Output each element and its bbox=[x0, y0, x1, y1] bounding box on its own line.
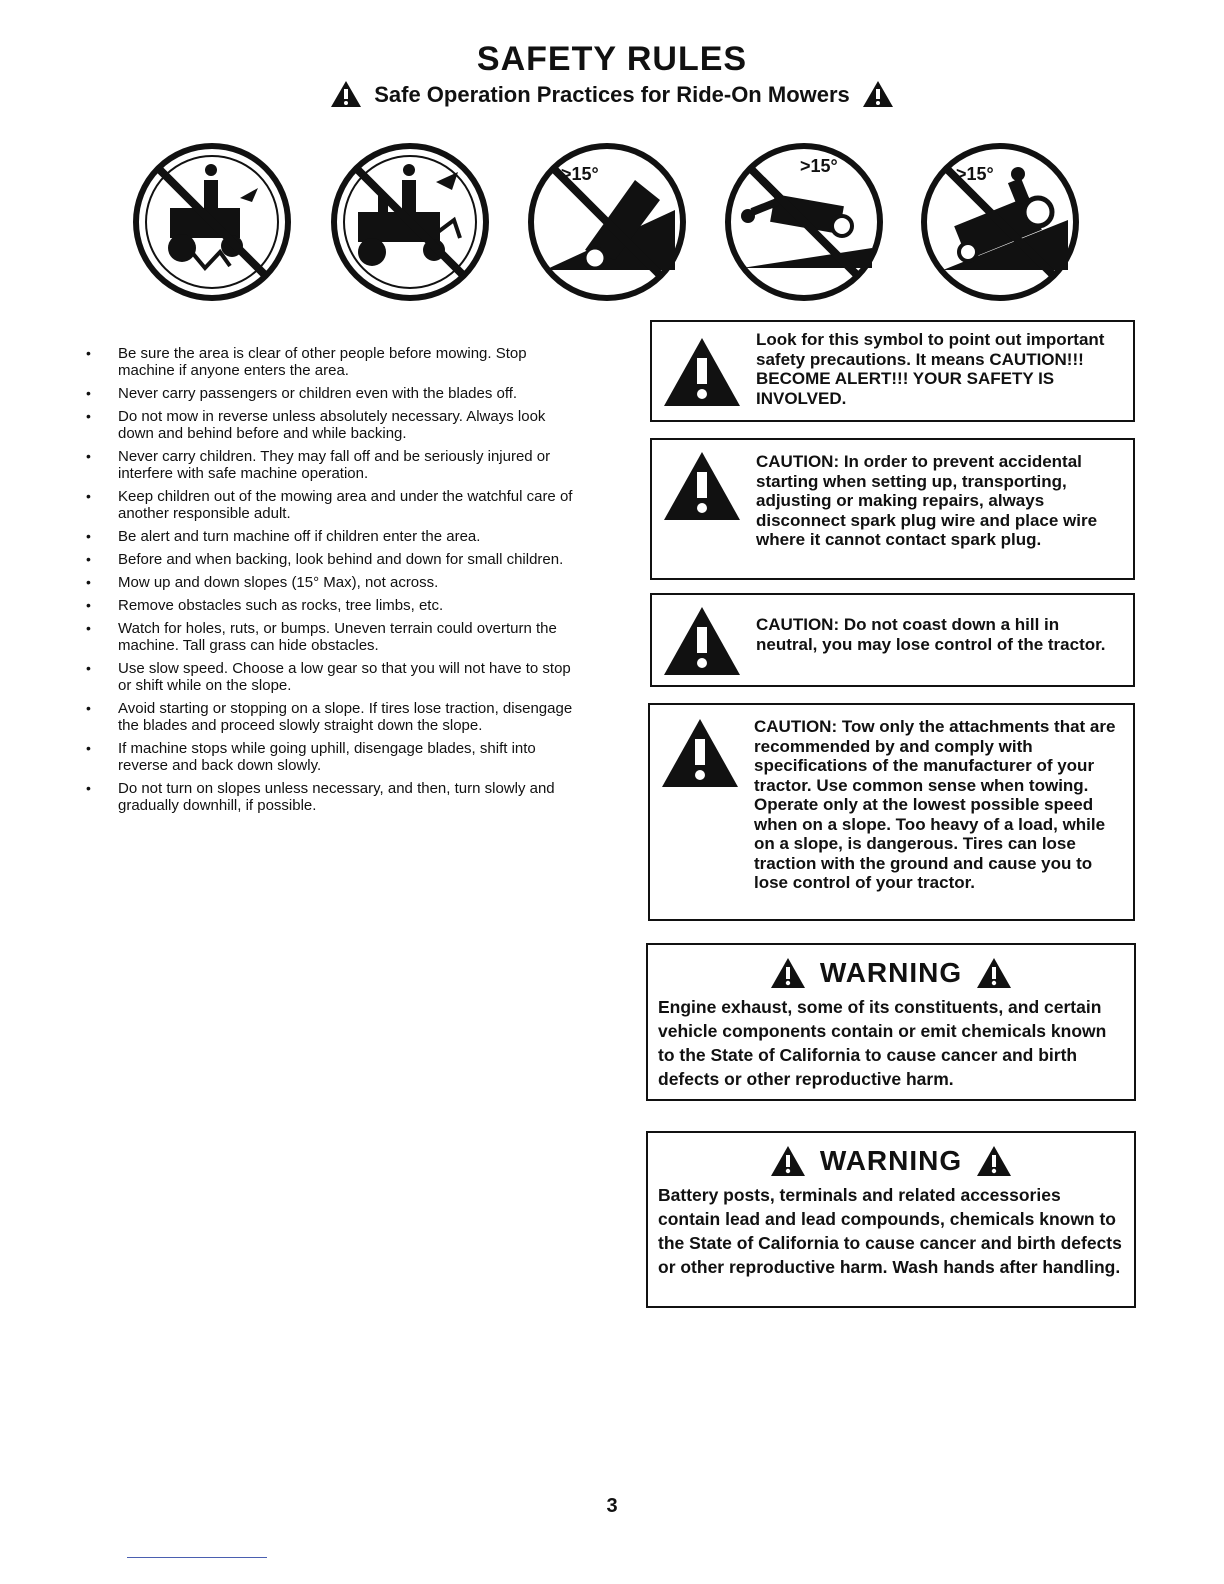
list-item: • Do not mow in reverse unless absolutely necessary. Always look down and behind before and while backing. bbox=[80, 408, 580, 442]
warning-title: WARNING bbox=[819, 957, 963, 988]
list-item: • Be alert and turn machine off if children enter the area. bbox=[80, 528, 580, 545]
warning-header bbox=[648, 1145, 1134, 1177]
list-item: • Remove obstacles such as rocks, tree limbs, etc. bbox=[80, 597, 580, 614]
list-item: • Do not turn on slopes unless necessary, and then, turn slowly and gradually downhill, if possible. bbox=[80, 780, 580, 814]
list-item: • If machine stops while going uphill, disengage blades, shift into reverse and back down slowly. bbox=[80, 740, 580, 774]
subtitle-row bbox=[0, 80, 1224, 108]
warning-exhaust bbox=[646, 943, 1136, 1101]
safety-alert-icon bbox=[660, 717, 740, 789]
list-item: • Use slow speed. Choose a low gear so that you will not have to stop or shift while on the slope. bbox=[80, 660, 580, 694]
footer-divider bbox=[127, 1557, 267, 1558]
safety-alert-icon bbox=[662, 450, 742, 522]
no-steep-slope-pictogram bbox=[525, 140, 690, 305]
no-passengers-pictogram bbox=[328, 140, 493, 305]
warning-title: WARNING bbox=[819, 1145, 963, 1176]
safety-alert-icon bbox=[330, 80, 362, 108]
list-item: • Never carry children. They may fall off and be seriously injured or interfere with safe machine operation. bbox=[80, 448, 580, 482]
no-bystanders-pictogram bbox=[130, 140, 295, 305]
warning-header bbox=[648, 957, 1134, 989]
list-item: • Be sure the area is clear of other people before mowing. Stop machine if anyone enters the area. bbox=[80, 345, 580, 379]
safety-alert-icon bbox=[662, 336, 742, 408]
page-number: 3 bbox=[606, 1495, 618, 1517]
caution-spark-plug-notice bbox=[650, 438, 1135, 580]
caution-coast-notice bbox=[650, 593, 1135, 687]
notice-text: CAUTION: Tow only the attachments that are recommended by and comply with specifications of the manufacturer of your tractor. Use common sense when towing. Operate only at the lowest possible speed when on a slope. Too heavy of a load, while on a slope, is dangerous. Tires can lose traction with the ground and cause you to lose control of your tractor. bbox=[754, 717, 1116, 892]
page-title: SAFETY RULES bbox=[476, 40, 748, 78]
safety-pictograms bbox=[130, 140, 1080, 310]
safety-alert-icon bbox=[976, 1145, 1012, 1177]
safety-rules-list bbox=[80, 345, 580, 820]
safety-alert-icon bbox=[662, 605, 742, 677]
warning-text: Battery posts, terminals and related accessories contain lead and lead compounds, chemicals known to the State of California to cause cancer and birth defects or other reproductive harm. Wash hands after handling. bbox=[658, 1185, 1122, 1277]
safety-alert-icon bbox=[770, 957, 806, 989]
page-subtitle: Safe Operation Practices for Ride-On Mowers bbox=[374, 82, 850, 107]
list-item: • Mow up and down slopes (15° Max), not across. bbox=[80, 574, 580, 591]
list-item: • Before and when backing, look behind and down for small children. bbox=[80, 551, 580, 568]
slope-label: >15° bbox=[800, 156, 838, 176]
slope-label: >15° bbox=[561, 164, 599, 184]
no-tipping-forward-pictogram bbox=[722, 140, 887, 305]
list-item: • Avoid starting or stopping on a slope. If tires lose traction, disengage the blades and proceed slowly straight down the slope. bbox=[80, 700, 580, 734]
safety-alert-icon bbox=[976, 957, 1012, 989]
no-side-slope-pictogram bbox=[918, 140, 1083, 305]
list-item: • Keep children out of the mowing area and under the watchful care of another responsible adult. bbox=[80, 488, 580, 522]
warning-text: Engine exhaust, some of its constituents, and certain vehicle components contain or emit chemicals known to the State of California to cause cancer and birth defects or other reproductive harm. bbox=[658, 997, 1107, 1089]
warning-battery bbox=[646, 1131, 1136, 1308]
notice-text: CAUTION: In order to prevent accidental starting when setting up, transporting, adjusting or making repairs, always disconnect spark plug wire and place wire where it cannot contact spark plug. bbox=[756, 452, 1098, 549]
list-item: • Never carry passengers or children even with the blades off. bbox=[80, 385, 580, 402]
slope-label: >15° bbox=[956, 164, 994, 184]
safety-alert-icon bbox=[862, 80, 894, 108]
notice-text: CAUTION: Do not coast down a hill in neutral, you may lose control of the tractor. bbox=[756, 615, 1106, 654]
safety-alert-icon bbox=[770, 1145, 806, 1177]
list-item: • Watch for holes, ruts, or bumps. Uneven terrain could overturn the machine. Tall grass can hide obstacles. bbox=[80, 620, 580, 654]
safety-symbol-notice bbox=[650, 320, 1135, 422]
notice-text: Look for this symbol to point out important safety precautions. It means CAUTION!!! BECOME ALERT!!! YOUR SAFETY IS INVOLVED. bbox=[756, 330, 1105, 408]
caution-tow-notice bbox=[648, 703, 1135, 921]
